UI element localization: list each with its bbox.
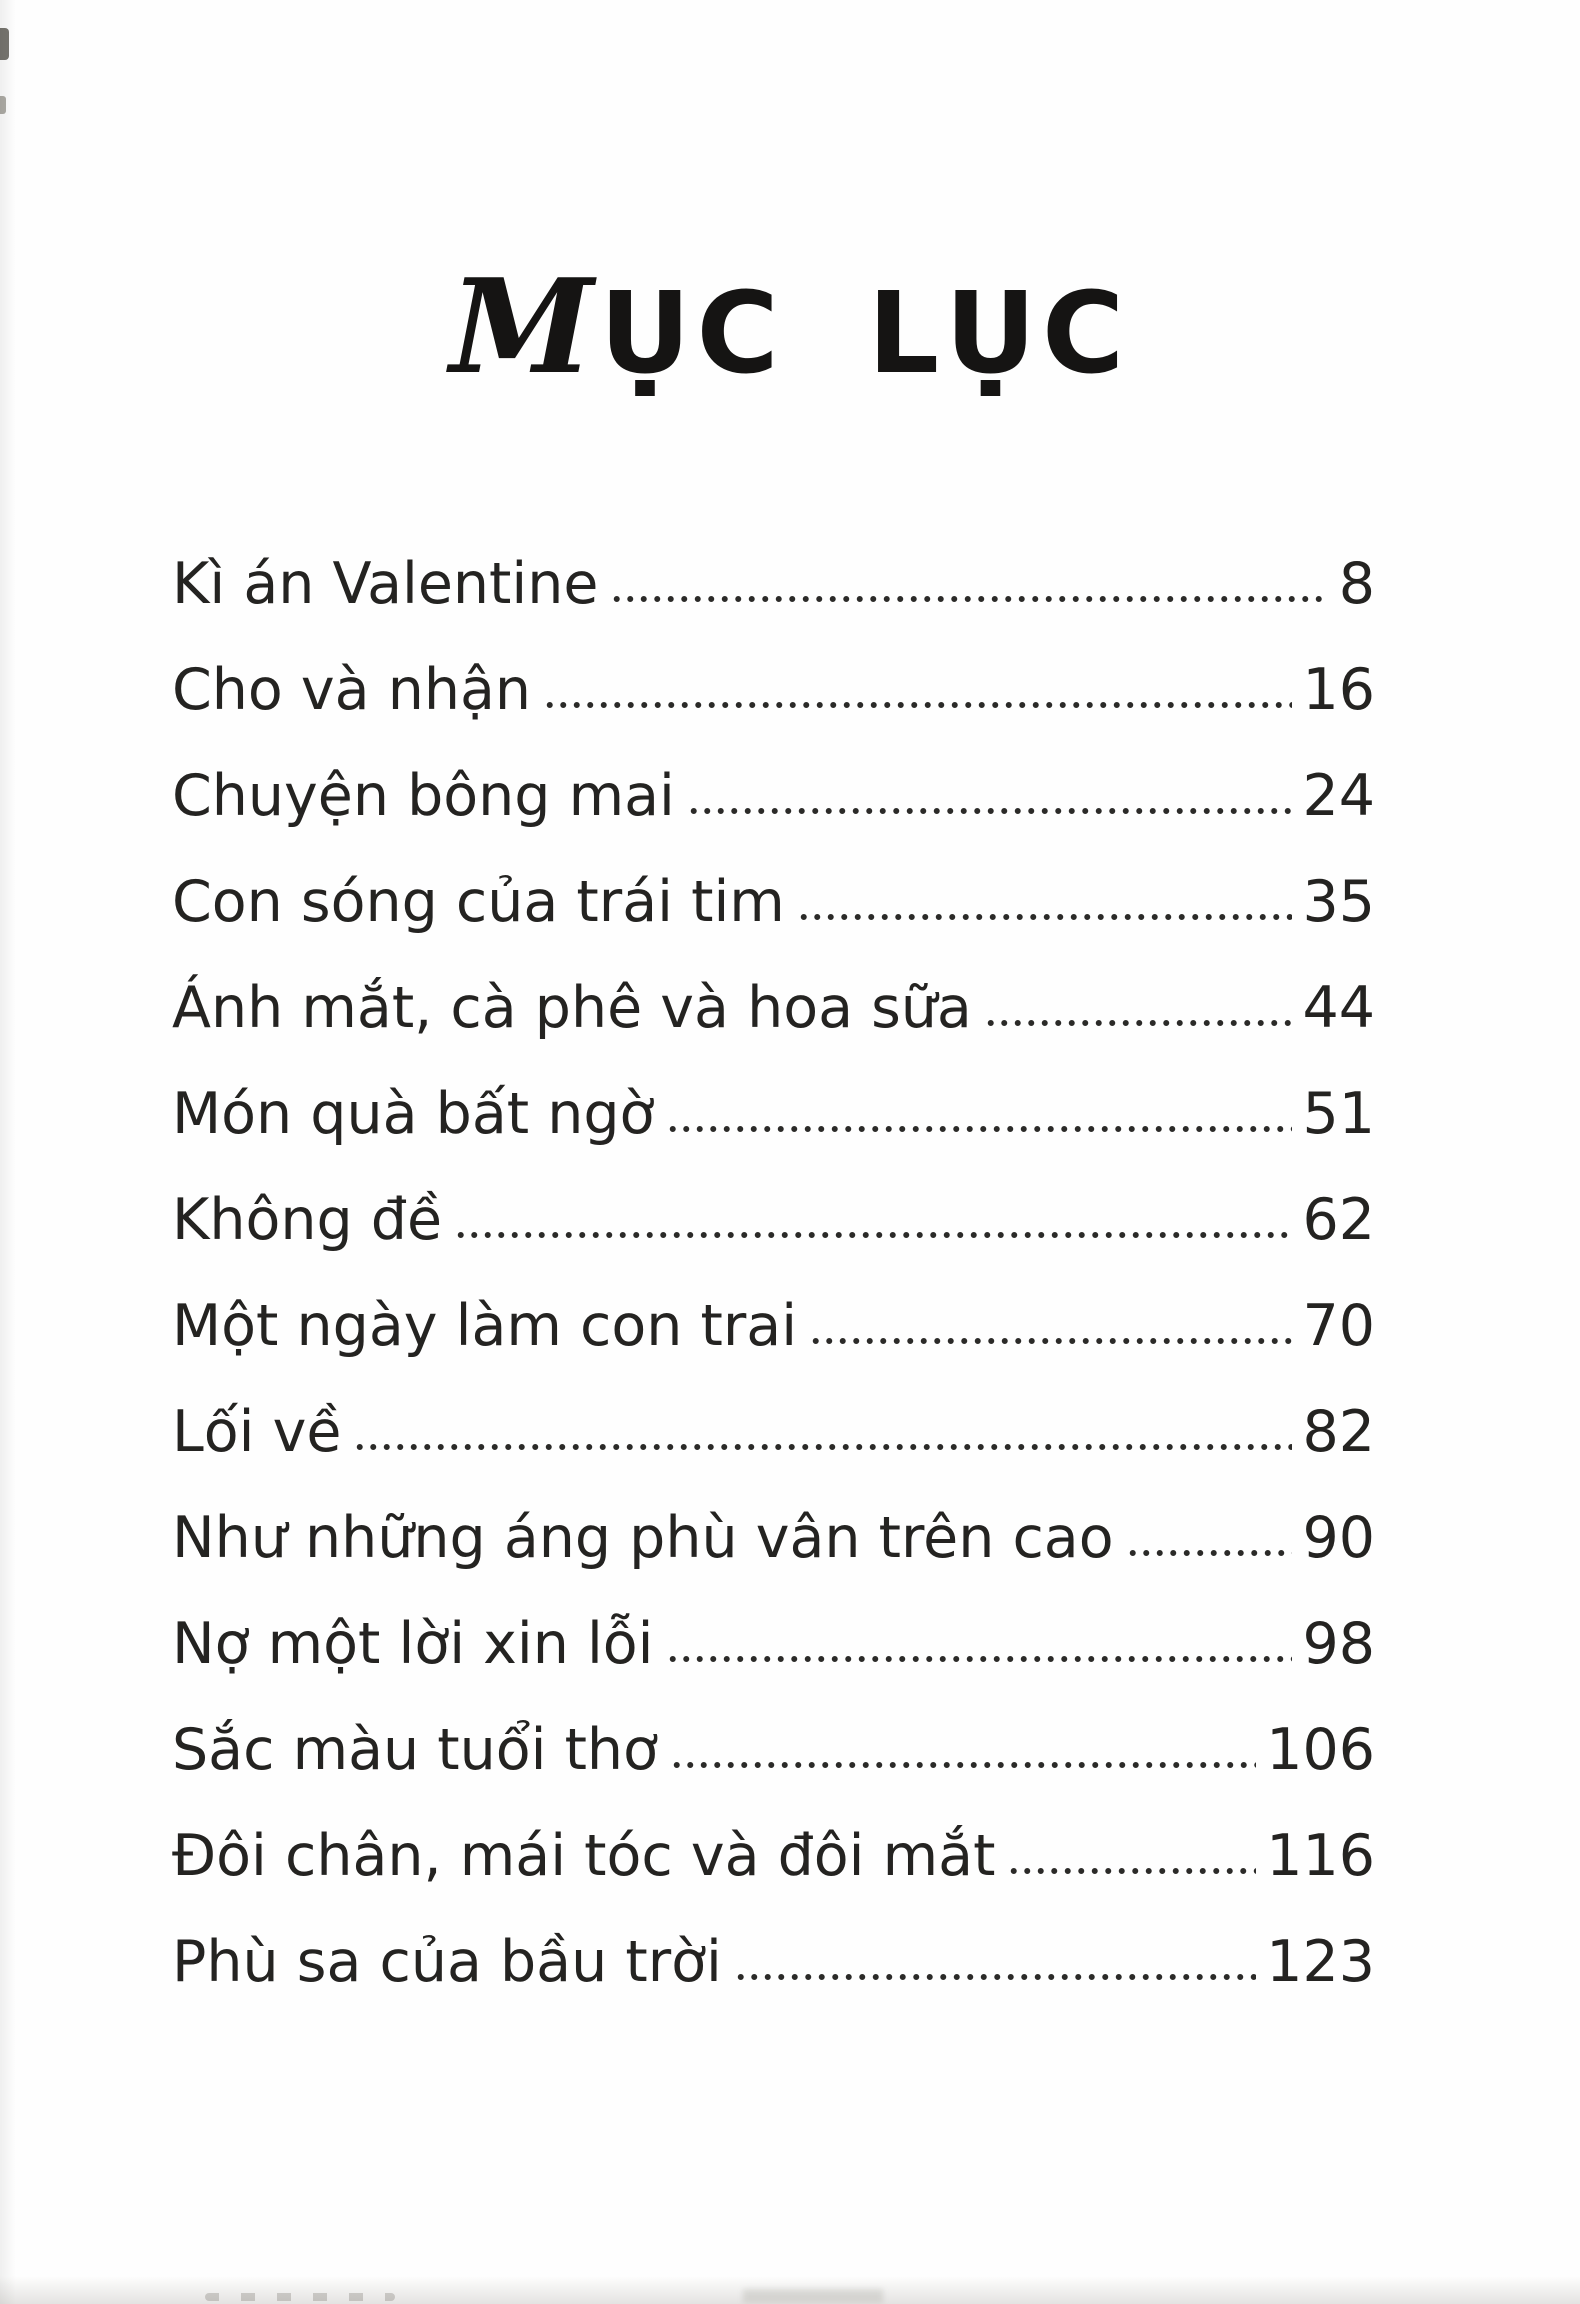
toc-entry-page: 82 — [1302, 1399, 1375, 1466]
toc-entry-page: 8 — [1338, 551, 1375, 618]
leader-dots — [353, 1443, 1292, 1451]
toc-entry — [172, 761, 1375, 831]
toc-entry-page: 35 — [1302, 869, 1375, 936]
leader-dots — [1126, 1549, 1293, 1557]
toc-entry — [172, 973, 1375, 1043]
toc-entry-title: Cho và nhận — [172, 657, 532, 724]
leader-dots — [610, 595, 1328, 603]
toc-entry — [172, 655, 1375, 725]
toc-entry-page: 70 — [1302, 1293, 1375, 1360]
toc-entry — [172, 1609, 1375, 1679]
toc-entry-page: 90 — [1302, 1505, 1375, 1572]
toc-entry — [172, 1079, 1375, 1149]
toc-entry-page: 24 — [1302, 763, 1375, 830]
toc-entry-title: Con sóng của trái tim — [172, 869, 785, 936]
toc-entry — [172, 1291, 1375, 1361]
toc-entry-page: 98 — [1302, 1611, 1375, 1678]
leader-dots — [809, 1337, 1292, 1345]
toc-entry — [172, 1185, 1375, 1255]
toc-entry — [172, 1715, 1375, 1785]
toc-entry — [172, 549, 1375, 619]
toc-entry-page: 116 — [1266, 1823, 1375, 1890]
leader-dots — [687, 807, 1293, 815]
toc-entry — [172, 1503, 1375, 1573]
toc-entry — [172, 1821, 1375, 1891]
scan-artifact-icon — [0, 96, 6, 114]
toc-entry-title: Món quà bất ngờ — [172, 1081, 655, 1148]
leader-dots — [666, 1655, 1293, 1663]
table-of-contents — [172, 549, 1375, 1997]
scan-artifact-icon — [0, 28, 9, 60]
toc-entry-title: Sắc màu tuổi thơ — [172, 1717, 658, 1784]
toc-entry-page: 123 — [1266, 1929, 1375, 1996]
page-title: MỤC LỤC — [449, 250, 1131, 403]
toc-entry-title: Như những áng phù vân trên cao — [172, 1505, 1114, 1572]
scan-artifact-icon — [205, 2293, 395, 2301]
toc-entry-page: 51 — [1302, 1081, 1375, 1148]
leader-dots — [543, 701, 1292, 709]
toc-entry-page: 62 — [1302, 1187, 1375, 1254]
toc-entry-title: Nợ một lời xin lỗi — [172, 1611, 654, 1678]
leader-dots — [666, 1125, 1292, 1133]
leader-dots — [797, 913, 1293, 921]
toc-entry-page: 106 — [1266, 1717, 1375, 1784]
toc-entry-title: Ánh mắt, cà phê và hoa sữa — [172, 975, 972, 1042]
leader-dots — [734, 1973, 1256, 1981]
toc-entry-page: 44 — [1302, 975, 1375, 1042]
leader-dots — [1007, 1867, 1256, 1875]
toc-entry-title: Không đề — [172, 1187, 443, 1254]
toc-entry — [172, 867, 1375, 937]
toc-entry-page: 16 — [1302, 657, 1375, 724]
toc-entry-title: Chuyện bông mai — [172, 763, 675, 830]
toc-entry-title: Kì án Valentine — [172, 551, 599, 618]
toc-entry-title: Lối về — [172, 1399, 342, 1466]
leader-dots — [454, 1231, 1292, 1239]
toc-entry-title: Đôi chân, mái tóc và đôi mắt — [172, 1823, 996, 1890]
leader-dots — [670, 1761, 1256, 1769]
scan-artifact-icon — [743, 2289, 883, 2303]
toc-entry — [172, 1397, 1375, 1467]
leader-dots — [984, 1019, 1293, 1027]
toc-entry-title: Phù sa của bầu trời — [172, 1929, 722, 1996]
toc-entry-title: Một ngày làm con trai — [172, 1293, 798, 1360]
toc-entry — [172, 1927, 1375, 1997]
